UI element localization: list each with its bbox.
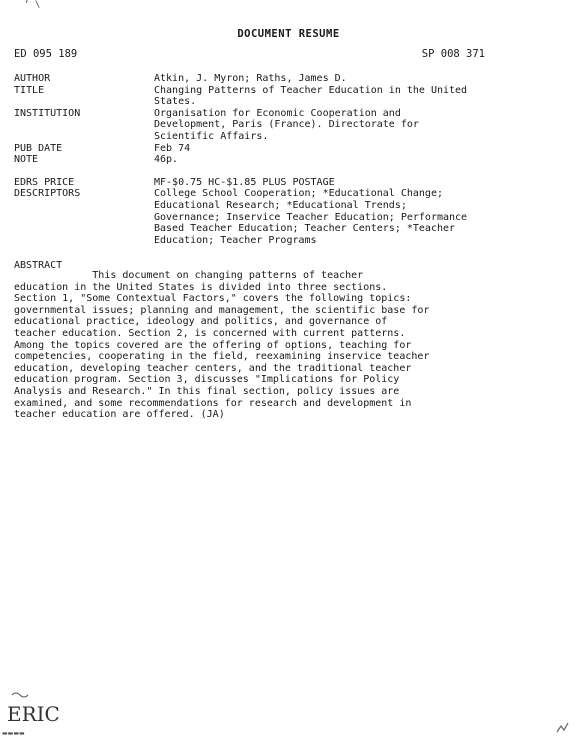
field-value: Changing Patterns of Teacher Education in the United States. [154, 84, 468, 108]
scan-mark-icon: ‘ \ [24, 0, 41, 10]
field-value: 46p. [154, 154, 179, 166]
eric-tagline-icon: ▬▬▬▬ [2, 730, 25, 737]
field-label: AUTHOR [14, 73, 51, 84]
field-author [14, 73, 534, 85]
field-pub-date [14, 143, 534, 155]
field-value: College School Cooperation; *Educational Change; Educational Research; *Educational Trends; Governance; Inservice Teacher Education; Performance Based Teacher Education; Teacher Centers; *Teacher Education; Teacher Programs [154, 188, 468, 246]
field-label: TITLE [14, 84, 45, 96]
eric-logo-icon [2, 691, 60, 731]
ed-number: ED 095 189 [14, 48, 78, 60]
abstract-label: ABSTRACT [14, 260, 63, 271]
sp-number: SP 008 371 [421, 48, 485, 60]
field-value: Atkin, J. Myron; Raths, James D. [154, 73, 347, 84]
field-label: INSTITUTION [14, 107, 81, 119]
field-value: Organisation for Economic Cooperation and Development, Paris (France). Directorate for Scientific Affairs. [154, 107, 419, 142]
field-edrs-price [14, 177, 534, 189]
eric-logo-text: ERIC [7, 702, 60, 726]
field-label: NOTE [14, 154, 39, 166]
field-label: PUB DATE [14, 142, 63, 154]
field-label: EDRS PRICE [14, 176, 75, 188]
spacer [14, 166, 534, 177]
abstract-text: This document on changing patterns of teacher education in the United States is divided into three sections. Section 1, "Some Contextual Factors," covers the following topics: governmental issues; planning and management, the scientific base for educational practice, ideology and politics, and governance of teacher education. Section 2, is concerned with current patterns. Among the topics covered are the offering of options, teaching for competencies, cooperating in the field, reexamining inservice teacher education, developing teacher centers, and the traditional teacher education program. Section 3, discusses "Implications for Policy Analysis and Research." In this final section, policy issues are examined, and some recommendations for research and development in teacher education are offered. (JA) [14, 270, 430, 421]
scan-speck-icon [555, 720, 571, 734]
field-title [14, 85, 534, 108]
field-label: DESCRIPTORS [14, 188, 81, 200]
field-descriptors [14, 188, 534, 246]
field-institution [14, 108, 534, 143]
field-note [14, 154, 534, 166]
field-value: MF-$0.75 HC-$1.85 PLUS POSTAGE [154, 176, 335, 188]
field-value: Feb 74 [154, 142, 191, 154]
metadata-fields [14, 73, 534, 246]
document-title: DOCUMENT RESUME [237, 28, 340, 40]
